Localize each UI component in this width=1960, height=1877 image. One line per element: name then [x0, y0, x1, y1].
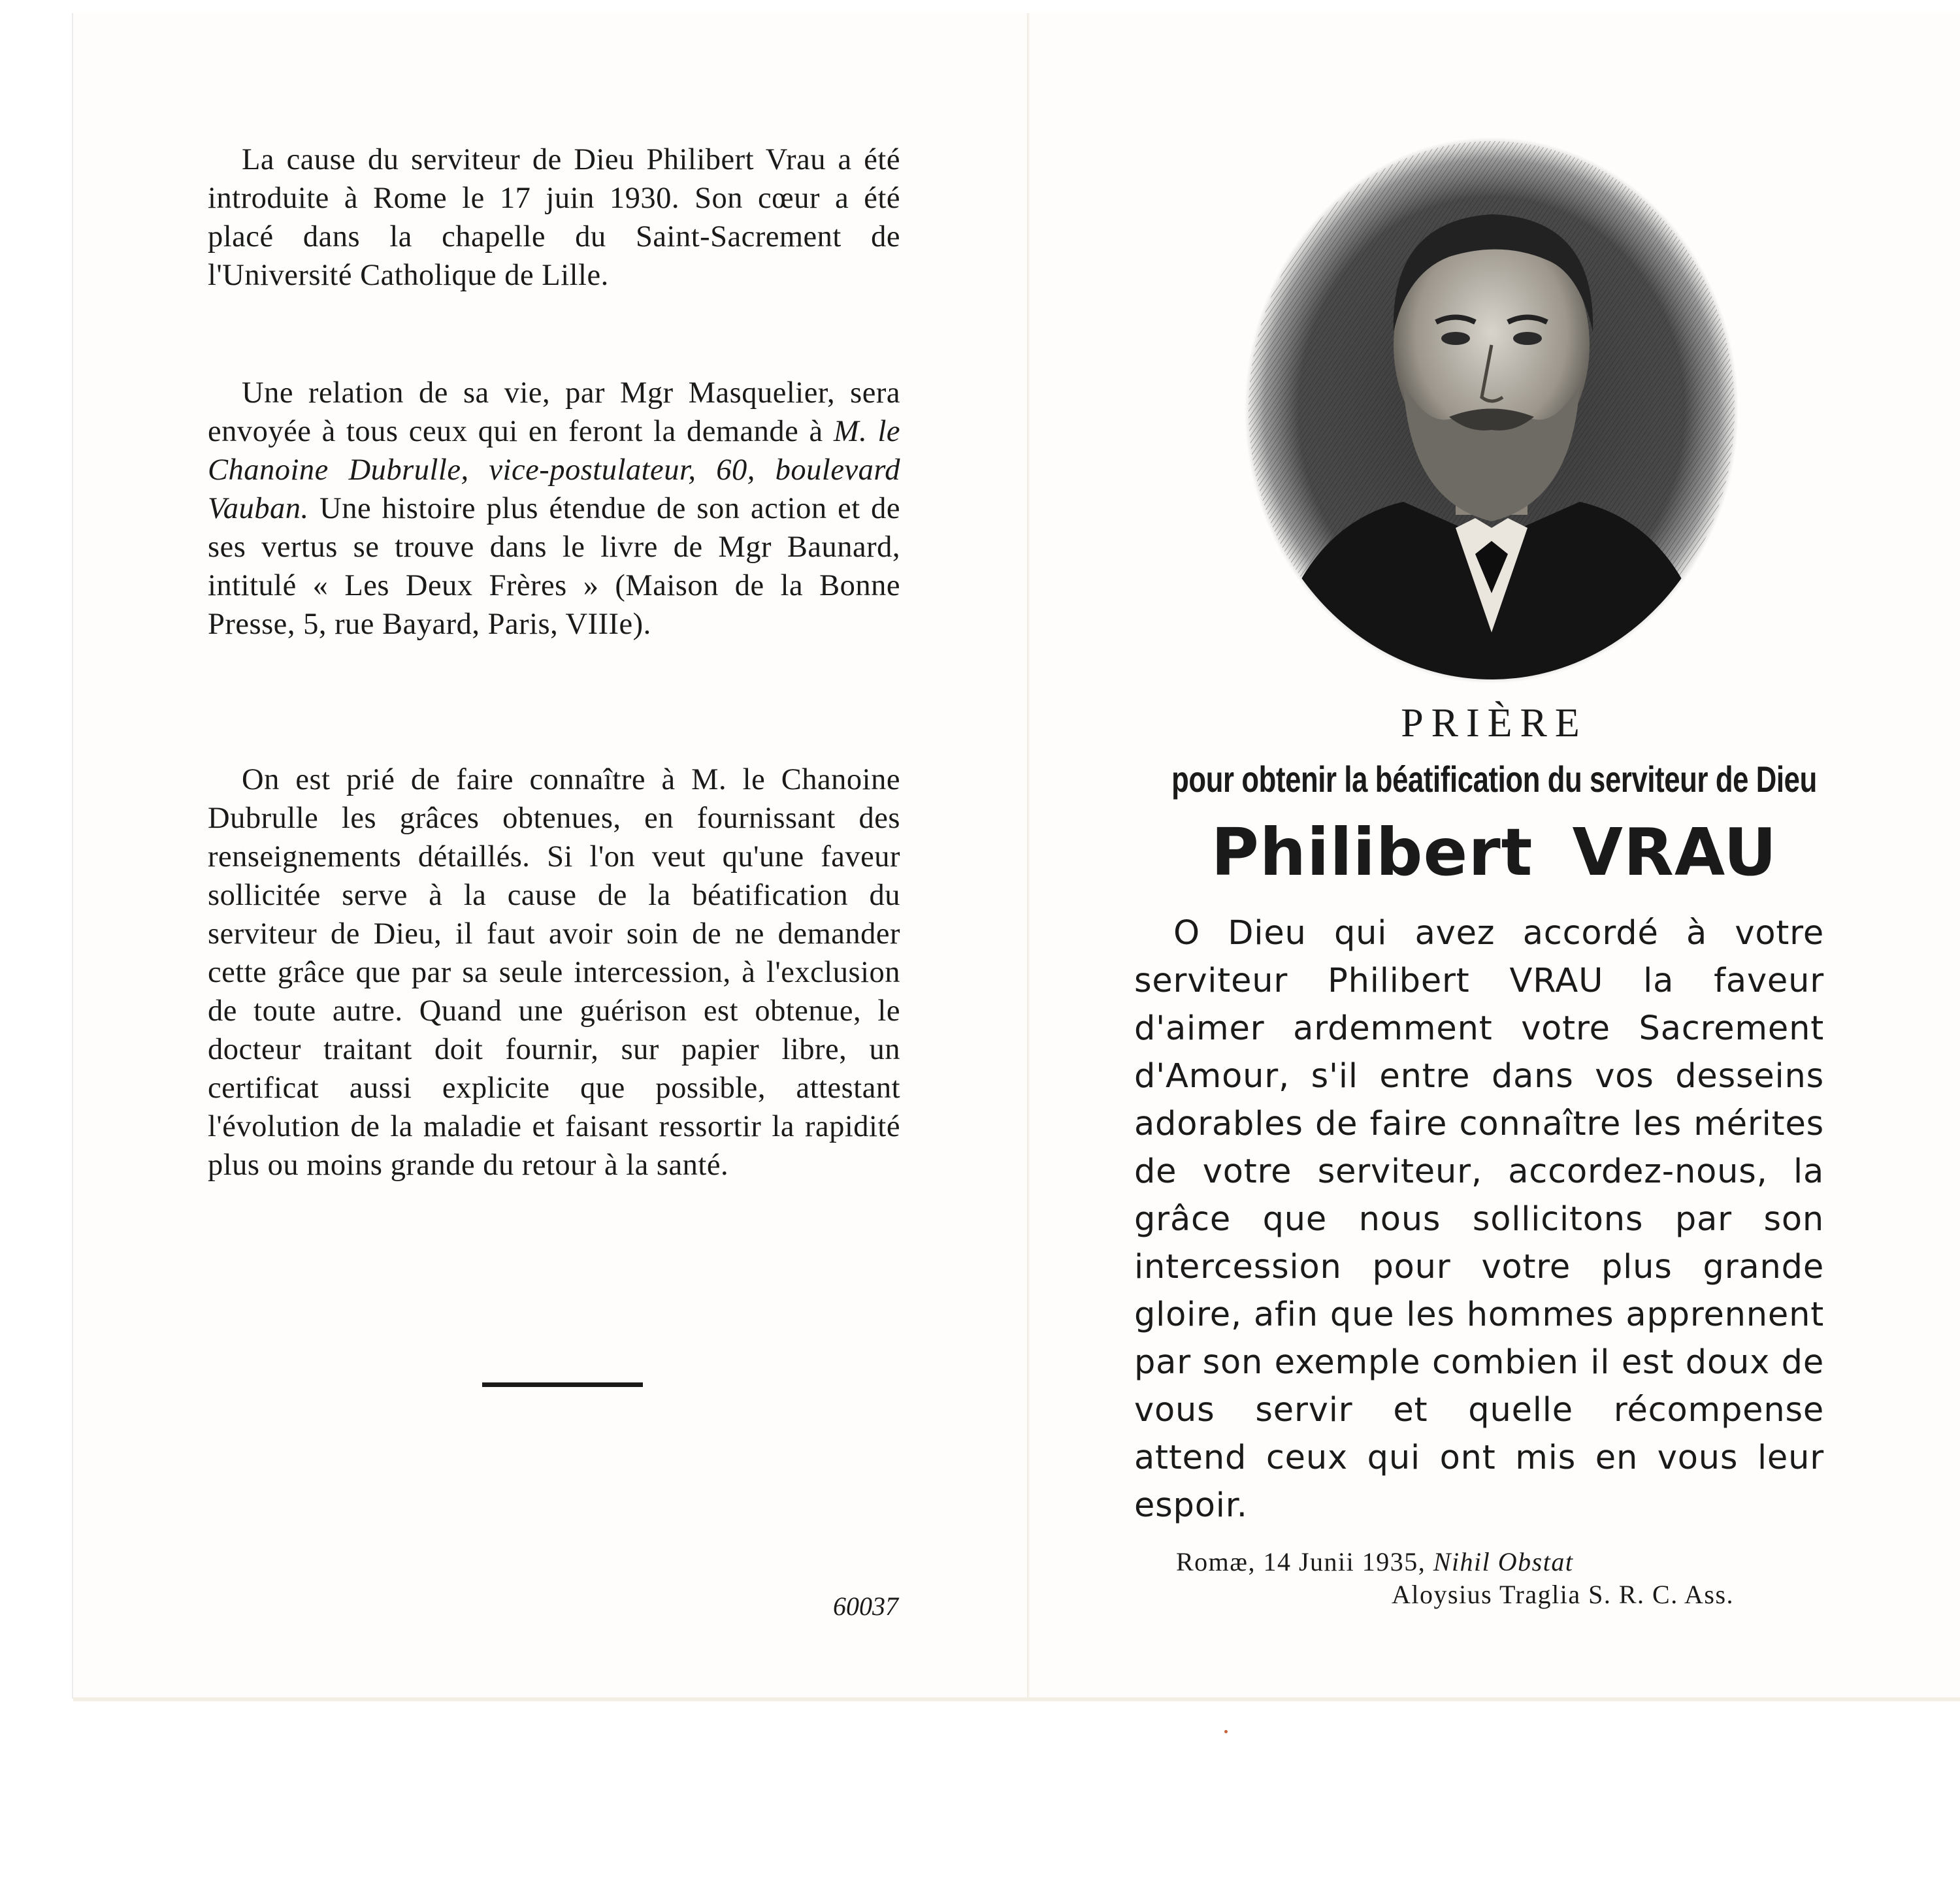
- prayer-body: O Dieu qui avez accordé à votre serviteur Philibert VRAU la faveur d'aimer ardemment votre Sacrement d'Amour, s'il entre dans vos desseins adorables de faire connaître les mérites de votre serviteur, accordez-nous, la grâce que nous sollicitons par son intercession pour votre plus grande gloire, afin que les hommes apprennent par son exemple combien il est doux de vous servir et quelle récompense attend ceux qui ont mis en vous leur espoir.: [1134, 914, 1824, 1525]
- imprimatur: [1176, 1546, 1823, 1611]
- prayer-subtitle: pour obtenir la béatification du serviteur de Dieu: [1171, 759, 1817, 800]
- imprimatur-nihil-obstat: Nihil Obstat: [1433, 1547, 1574, 1576]
- imprimatur-place-date: Romæ, 14 Junii 1935,: [1176, 1547, 1426, 1576]
- portrait-image: [1240, 136, 1743, 685]
- paper-speck: [1224, 1730, 1228, 1733]
- paragraph-relation-text-a: Une relation de sa vie, par Mgr Masquelier, sera envoyée à tous ceux qui en feront la demande à: [208, 376, 900, 448]
- card-bottom-edge: [73, 1697, 1960, 1701]
- paragraph-relation: [208, 374, 900, 644]
- person-last-name: VRAU: [1572, 814, 1778, 890]
- print-code: 60037: [833, 1591, 898, 1621]
- paragraph-graces: [208, 760, 900, 1184]
- paragraph-relation-text-b: Une histoire plus étendue de son action et de ses vertus se trouve dans le livre de Mgr Baunard, intitulé « Les Deux Frères » (Maison de la Bonne Presse, 5, rue Bayard, Paris, VIIIe).: [208, 492, 900, 641]
- paragraph-relation-address: M. le Chanoine Dubrulle, vice-postulateur, 60, boulevard Vauban.: [208, 415, 901, 525]
- imprimatur-signatory: Aloysius Traglia S. R. C. Ass.: [1392, 1580, 1735, 1609]
- paragraph-cause: [208, 140, 900, 295]
- paragraph-cause-text: La cause du serviteur de Dieu Philibert Vrau a été introduite à Rome le 17 juin 1930. Son cœur a été placé dans la chapelle du Saint-Sacrement de l'Université Catholique de Lille.: [208, 143, 900, 292]
- prayer-text: [1134, 909, 1824, 1529]
- person-name: [1028, 814, 1960, 890]
- prayer-heading: PRIÈRE: [1401, 701, 1588, 745]
- person-first-name: Philibert: [1211, 814, 1533, 890]
- imprimatur-line-1: [1176, 1546, 1823, 1578]
- section-divider: [482, 1382, 643, 1387]
- paragraph-graces-text: On est prié de faire connaître à M. le Chanoine Dubrulle les grâces obtenues, en fournissant des renseignements détaillés. Si l'on veut qu'une faveur sollicitée serve à la cause de la béatification du serviteur de Dieu, il faut avoir soin de ne demander cette grâce que par sa seule intercession, à l'exclusion de toute autre. Quand une guérison est obtenue, le docteur traitant doit fournir, sur papier libre, un certificat aussi explicite que possible, attestant l'évolution de la maladie et faisant ressortir la rapidité plus ou moins grande du retour à la santé.: [208, 763, 900, 1182]
